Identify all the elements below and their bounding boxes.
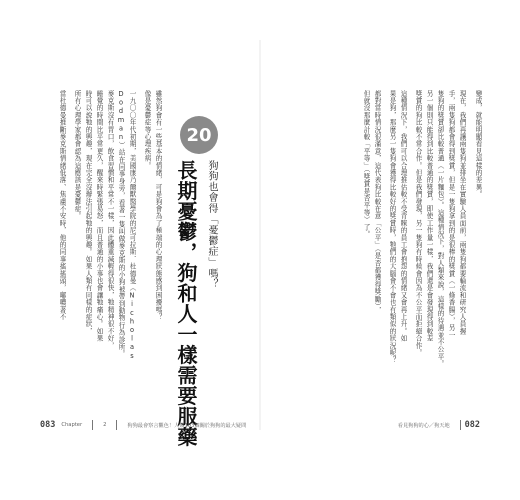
footer-divider xyxy=(460,420,461,430)
right-body-line: 但就沒那麼計較「平等」（獎賞是否平等）了。 xyxy=(362,90,370,238)
left-body-line: Dodman）站在同事身旁，看著一隻叫做麥克斯的小狗被帶到動物行為診所。 xyxy=(117,90,125,358)
right-body-line: 現在，我們再讓兩隻狗並排坐在實驗人員面前，兩隻狗都要輪流和研究人員握 xyxy=(458,90,466,335)
left-body-line: 雖然狗會有一些基本的情緒，可是狗會為了極端的心理狀態感到困擾嗎？ xyxy=(154,90,162,321)
left-body-line: 睡覺的時間比平常更久，醒來時緊張易怒，而且普通的小事也會讓牠痛心。如果 xyxy=(95,90,103,342)
right-page xyxy=(260,0,520,500)
right-page-number: 082 xyxy=(464,420,480,430)
left-footer xyxy=(40,418,252,432)
footer-divider xyxy=(92,420,93,430)
chapter-number: 2 xyxy=(103,422,107,428)
right-body-line: 獎賞的狗比較不常合作。但是我們發現，另一隻狗有時候會因為不公平而拒絕合作。 xyxy=(414,90,422,357)
left-section-title: 狗狗最會察言觀色！人類103個關於狗狗的最大疑問 xyxy=(127,422,247,429)
right-body-line: 果是狗，那麼另一隻狗會獲得比較好的獎賞時，牠們的大腦會不會也有類似的狀況呢？ xyxy=(388,90,396,364)
right-body-line: 變成，就能明顯看見這樣的差異。 xyxy=(474,90,482,198)
chapter-number-badge: 20 xyxy=(180,116,218,154)
left-body-line: 所有心理學家都會認為這應該是憂鬱症。 xyxy=(73,90,81,220)
chapter-label: Chapter xyxy=(61,422,83,428)
right-section-title: 看見狗狗的心／狗天地 xyxy=(397,422,450,429)
right-footer xyxy=(392,418,480,432)
left-page-number: 083 xyxy=(40,420,56,430)
left-body-line: 麥克斯沒有胃口，飲食習慣和平常不一樣，因此體重減輕得很快，牠精神很不好， xyxy=(106,90,114,350)
left-body-line: 像是憂鬱症等心理疾病。 xyxy=(143,90,151,170)
right-body-line: 隻狗的獎賞卻比較普通（一片麵包）。這種情況下，對人類來說，這樣的待遇並不公平。 xyxy=(436,90,444,368)
right-body-line: 另一個則只能得到比較普通的獎賞，即使工作量一樣，我們還是會發現得到較差 xyxy=(425,90,433,342)
left-body-line: 當杜德曼推斷麥克斯情緒低落、焦慮不安時，他的同事搖搖頭，嘟噥著不 xyxy=(58,90,66,321)
left-body-line: 時可以說牠的興趣，現在完全沒辦法引起牠的興趣。如果人類有同樣的症狀， xyxy=(84,90,92,335)
chapter-title: 長期憂鬱，狗和人一樣需要服藥 xyxy=(174,160,198,447)
right-body-line: 手，兩隻狗都會得到獎賞，但是一隻狗拿到的是很棒的獎賞（一條香腸），另一 xyxy=(447,90,455,339)
footer-divider xyxy=(116,420,117,430)
left-body-line: 一九〇〇年代初期，美國康乃爾獸醫學院的尼可拉斯．杜德曼（Nicholas xyxy=(128,90,136,361)
right-body-line: 這種情況下，我們可以合理推估較不受青睞的員工會抱怨的情緒又會再上升。如 xyxy=(399,90,407,342)
right-body-line: 都對當時情況很滿意，這代表狗比較在意「公平」（是否都獲得獎勵）， xyxy=(373,90,381,314)
chapter-subtitle: 狗狗也會得「憂鬱症」嗎？ xyxy=(206,160,217,290)
